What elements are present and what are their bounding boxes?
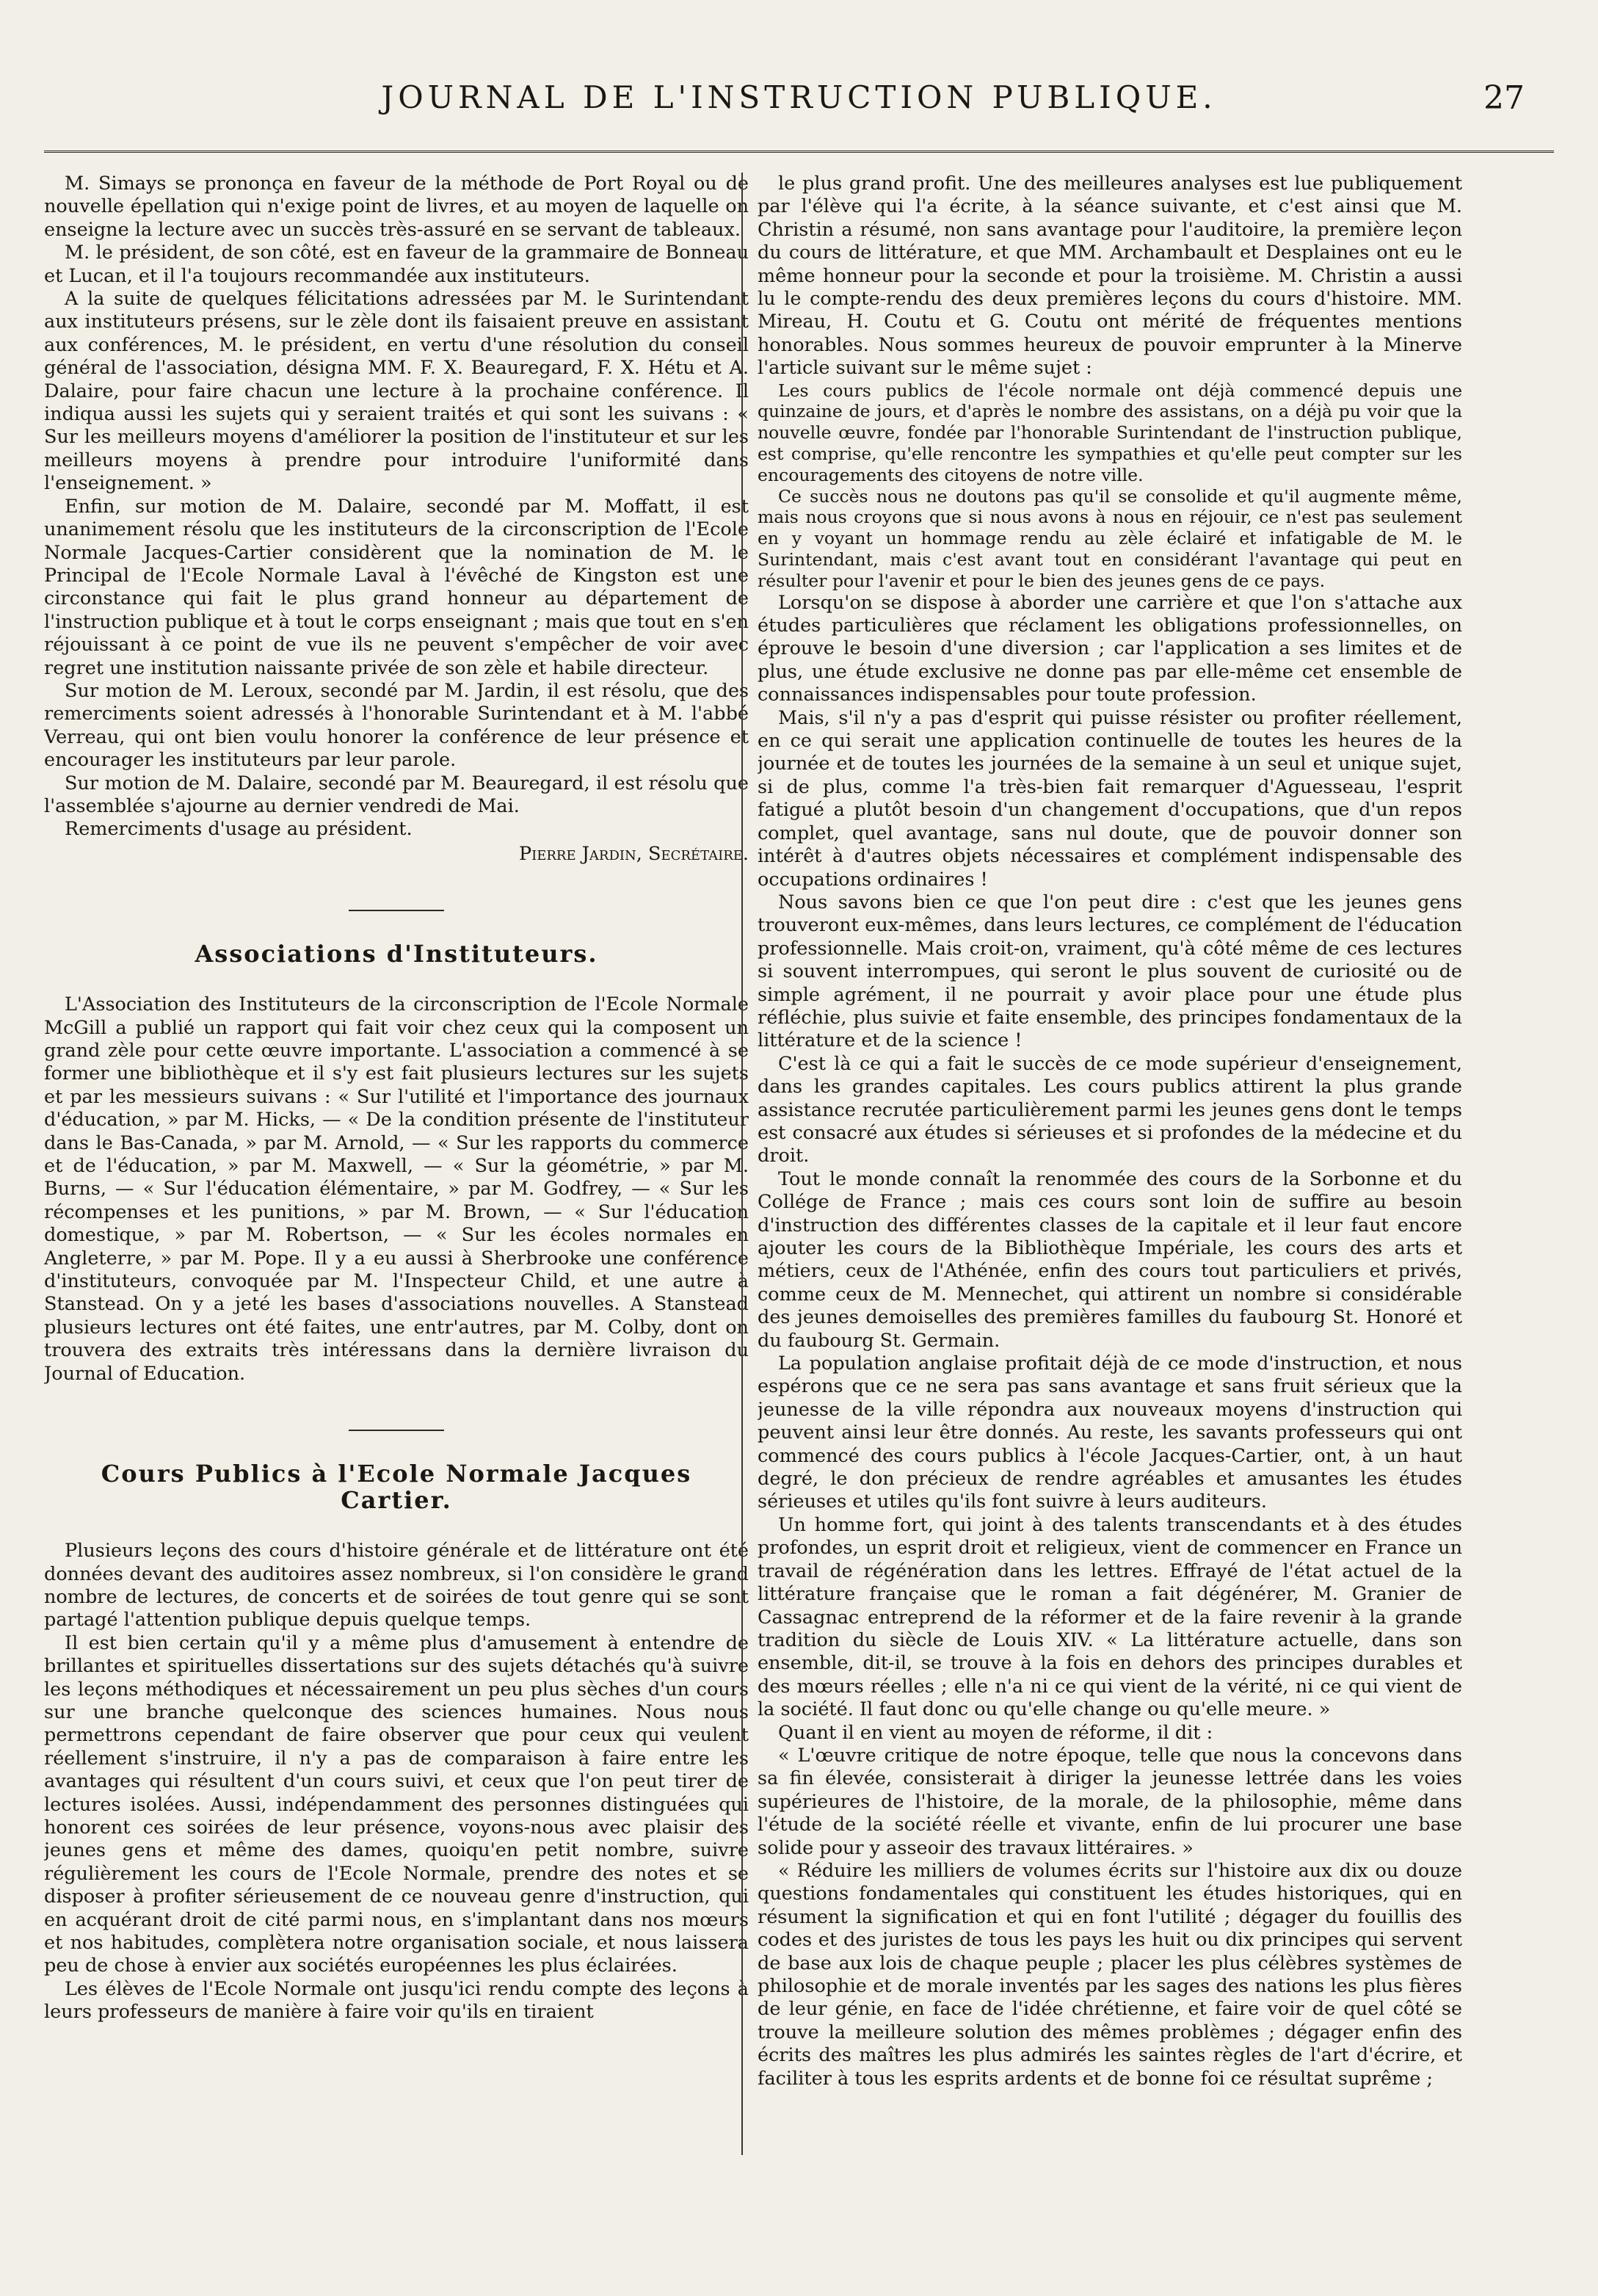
right-column <box>758 173 1462 2155</box>
column-divider <box>741 173 743 2155</box>
quoted-paragraph: Ce succès nous ne doutons pas qu'il se consolide et qu'il augmente même, mais nous croyons que si nous avons à nous en réjouir, ce n'est pas seulement en y voyant un hommage rendu au zèle éclairé et infatigable de M. le Surintendant, mais c'est avant tout en considérant l'avantage qui peut en résulter pour l'avenir et pour le bien des jeunes gens de ce pays. <box>758 485 1462 591</box>
paragraph: La population anglaise profitait déjà de ce mode d'instruction, et nous espérons que ce ne sera pas sans avantage et sans fruit sérieux que la jeunesse de la ville répondra aux nouveaux moyens d'instruction qui peuvent ainsi leur être donnés. Au reste, les savants professeurs qui ont commencé des cours publics à l'école Jacques-Cartier, ont, à un haut degré, le don précieux de rendre agréables et amusantes les études sérieuses et utiles qu'ils font suivre à leurs auditeurs. <box>758 1352 1462 1513</box>
paragraph: Plusieurs leçons des cours d'histoire générale et de littérature ont été données devant des auditoires assez nombreux, si l'on considère le grand nombre de lectures, de concerts et de soirées de tout genre qui se sont partagé l'attention publique depuis quelque temps. <box>44 1540 749 1632</box>
page-number: 27 <box>1483 79 1525 117</box>
paragraph: Les élèves de l'Ecole Normale ont jusqu'ici rendu compte des leçons à leurs professeurs de manière à faire voir qu'ils en tiraient <box>44 1977 749 2024</box>
quoted-paragraph: Les cours publics de l'école normale ont déjà commencé depuis une quinzaine de jours, et d'après le nombre des assistans, on a déjà pu voir que la nouvelle œuvre, fondée par l'honorable Surintendant de l'instruction publique, est comprise, qu'elle rencontre les sympathies et qu'elle peut compter sur les encouragements des citoyens de notre ville. <box>758 380 1462 485</box>
paragraph: C'est là ce qui a fait le succès de ce mode supérieur d'enseignement, dans les grandes capitales. Les cours publics attirent la plus grande assistance recrutée particulièrement parmi les jeunes gens dont le temps est consacré aux études si sérieuses et si profondes de la médecine et du droit. <box>758 1052 1462 1167</box>
paragraph: Sur motion de M. Leroux, secondé par M. Jardin, il est résolu, que des remerciments soient adressés à l'honorable Surintendant et à M. l'abbé Verreau, qui ont bien voulu honorer la conférence de leur présence et encourager les instituteurs par leur parole. <box>44 679 749 772</box>
section-divider <box>349 1430 444 1431</box>
page-header <box>44 79 1554 131</box>
paragraph: Mais, s'il n'y a pas d'esprit qui puisse résister ou profiter réellement, en ce qui serait une application continuelle de toutes les heures de la journée et de toutes les journées de la semaine à un seul et unique sujet, si de plus, comme l'a très-bien fait remarquer d'Aguesseau, l'esprit fatigué a plutôt besoin d'un changement d'occupations, que d'un repos complet, quel avantage, sans nul doute, que de pouvoir donner son intérêt à d'autres objets nécessaires et complément indispensable des occupations ordinaires ! <box>758 706 1462 891</box>
paragraph: Enfin, sur motion de M. Dalaire, secondé par M. Moffatt, il est unanimement résolu que les instituteurs de la circonscription de l'Ecole Normale Jacques-Cartier considèrent que la nomination de M. le Principal de l'Ecole Normale Laval à l'évêché de Kingston est une circonstance qui fait le plus grand honneur au département de l'instruction publique et à tout le corps enseignant ; mais que tout en s'en réjouissant à ce point de vue ils ne peuvent s'empêcher de voir avec regret une institution naissante privée de son zèle et habile directeur. <box>44 495 749 679</box>
paragraph: le plus grand profit. Une des meilleures analyses est lue publiquement par l'élève qui l'a écrite, à la séance suivante, et c'est ainsi que M. Christin a résumé, non sans avantage pour l'auditoire, la première leçon du cours de littérature, et que MM. Archambault et Desplaines ont eu le même honneur pour la seconde et pour la troisième. M. Christin a aussi lu le compte-rendu des deux premières leçons du cours d'histoire. MM. Mireau, H. Coutu et G. Coutu ont mérité de fréquentes mentions honorables. Nous sommes heureux de pouvoir emprunter à la Minerve l'article suivant sur le même sujet : <box>758 173 1462 380</box>
section-divider <box>349 910 444 911</box>
header-rule <box>44 151 1554 153</box>
paragraph: Tout le monde connaît la renommée des cours de la Sorbonne et du Collége de France ; mais ces cours sont loin de suffire au besoin d'instruction des différentes classes de la capitale et il leur faut encore ajouter les cours de la Bibliothèque Impériale, les cours des arts et métiers, ceux de l'Athénée, enfin des cours tout particuliers et privés, comme ceux de M. Mennechet, qui attirent un nombre si considérable des jeunes demoiselles des premières familles du faubourg St. Honoré et du faubourg St. Germain. <box>758 1167 1462 1352</box>
section-heading-associations: Associations d'Instituteurs. <box>195 940 598 968</box>
paragraph: L'Association des Instituteurs de la circonscription de l'Ecole Normale McGill a publié un rapport qui fait voir chez ceux qui la composent un grand zèle pour cette œuvre importante. L'association a commencé à se former une bibliothèque et il s'y est fait plusieurs lectures sur les sujets et par les messieurs suivans : « Sur l'utilité et l'importance des journaux d'éducation, » par M. Hicks, — « De la condition présente de l'instituteur dans le Bas-Canada, » par M. Arnold, — « Sur les rapports du commerce et de l'éducation, » par M. Maxwell, — « Sur la géométrie, » par M. Burns, — « Sur l'éducation élémentaire, » par M. Godfrey, — « Sur les récompenses et les punitions, » par M. Brown, — « Sur l'éducation domestique, » par M. Robertson, — « Sur les écoles normales en Angleterre, » par M. Pope. Il y a eu aussi à Sherbrooke une conférence d'instituteurs, convoquée par M. l'Inspecteur Child, et une autre à Stanstead. On y a jeté les bases d'associations nouvelles. A Stanstead plusieurs lectures ont été faites, une entr'autres, par M. Colby, dont on trouvera des extraits très intéressans dans la dernière livraison du Journal of Education. <box>44 993 749 1385</box>
signature: Pierre Jardin, Secrétaire. <box>518 842 749 865</box>
section-heading-cours-publics: Cours Publics à l'Ecole Normale Jacques Cartier. <box>101 1460 692 1515</box>
left-column <box>44 173 749 2155</box>
paragraph: Quant il en vient au moyen de réforme, il dit : <box>778 1721 1213 1744</box>
paragraph: Lorsqu'on se dispose à aborder une carrière et que l'on s'attache aux études particulières que réclament les obligations professionnelles, on éprouve le besoin d'une diversion ; car l'application a ses limites et de plus, une étude exclusive ne donne pas par elle-même cet ensemble de connaissances indispensables pour toute profession. <box>758 591 1462 706</box>
running-title: JOURNAL DE L'INSTRUCTION PUBLIQUE. <box>381 79 1217 115</box>
paragraph: M. le président, de son côté, est en faveur de la grammaire de Bonneau et Lucan, et il l'a toujours recommandée aux instituteurs. <box>44 242 749 287</box>
paragraph: Un homme fort, qui joint à des talents transcendants et à des études profondes, un esprit droit et religieux, vient de commencer en France un travail de régénération dans les lettres. Effrayé de l'état actuel de la littérature française que le roman a fait dégénérer, M. Granier de Cassagnac entreprend de la réformer et de la faire revenir à la grande tradition du siècle de Louis XIV. « La littérature actuelle, dans son ensemble, dit-il, se trouve à la fois en dehors des principes durables et des mœurs réelles ; elle n'a ni ce qui vient de la vérité, ni ce qui vient de la société. Il faut donc ou qu'elle change ou qu'elle meure. » <box>758 1513 1462 1721</box>
paragraph: Sur motion de M. Dalaire, secondé par M. Beauregard, il est résolu que l'assemblée s'ajourne au dernier vendredi de Mai. <box>44 772 749 817</box>
paragraph: M. Simays se prononça en faveur de la méthode de Port Royal ou de nouvelle épellation qui n'exige point de livres, et au moyen de laquelle on enseigne la lecture avec un succès très-assuré en se servant de tableaux. <box>44 173 749 241</box>
paragraph: Remerciments d'usage au président. <box>65 818 413 841</box>
paragraph: « Réduire les milliers de volumes écrits sur l'histoire aux dix ou douze questions fondamentales qui constituent les études historiques, qui en résument la signification et qui en font l'utilité ; dégager du fouillis des codes et des juristes de tous les pays les huit ou dix principes qui servent de base aux lois de chaque peuple ; placer les plus célèbres systèmes de philosophie et de morale inventés par les sages des nations les plus fières de leur génie, en face de l'idée chrétienne, et faire voir de quel côté se trouve la meilleure solution des mêmes problèmes ; dégager enfin des écrits des maîtres les plus admirés les saintes règles de l'art d'écrire, et faciliter à tous les esprits ardents et de bonne foi ce résultat suprême ; <box>758 1859 1462 2090</box>
paragraph: A la suite de quelques félicitations adressées par M. le Surintendant aux instituteurs présens, sur le zèle dont ils faisaient preuve en assistant aux conférences, M. le président, en vertu d'une résolution du conseil général de l'association, désigna MM. F. X. Beauregard, F. X. Hétu et A. Dalaire, pour faire chacun une lecture à la prochaine conférence. Il indiqua aussi les sujets qui y seraient traités et qui sont les suivans : « Sur les meilleurs moyens d'améliorer la position de l'instituteur et sur les meilleurs moyens à prendre pour introduire l'uniformité dans l'enseignement. » <box>44 288 749 495</box>
paragraph: Il est bien certain qu'il y a même plus d'amusement à entendre de brillantes et spirituelles dissertations sur des sujets détachés qu'à suivre les leçons méthodiques et nécessairement un peu plus sèches d'un cours sur une branche quelconque des sciences humaines. Nous nous permettrons cependant de faire observer que pour ceux qui veulent réellement s'instruire, il n'y a pas de comparaison à faire entre les avantages qui résultent d'un cours suivi, et ceux que l'on peut tirer de lectures isolées. Aussi, indépendamment des personnes distinguées qui honorent ces soirées de leur présence, voyons-nous avec plaisir des jeunes gens et même des dames, quoiqu'en petit nombre, suivre régulièrement les cours de l'Ecole Normale, prendre des notes et se disposer à profiter sérieusement de ce nouveau genre d'instruction, qui en acquérant droit de cité parmi nous, en s'implantant dans nos mœurs et nos habitudes, complètera notre organisation sociale, et nous laissera peu de chose à envier aux sociétés européennes les plus éclairées. <box>44 1632 749 1977</box>
paragraph: Nous savons bien ce que l'on peut dire : c'est que les jeunes gens trouveront eux-mêmes, dans leurs lectures, ce complément de l'éducation professionnelle. Mais croit-on, vraiment, qu'à côté même de ces lectures si souvent interrompues, qui seront le plus souvent de curiosité ou de simple agrément, il ne pourrait y avoir place pour une étude plus réfléchie, plus suivie et faite ensemble, des principes fondamentaux de la littérature et de la science ! <box>758 891 1462 1052</box>
paragraph: « L'œuvre critique de notre époque, telle que nous la concevons dans sa fin élevée, consisterait à diriger la jeunesse lettrée dans les voies supérieures de l'histoire, de la morale, de la philosophie, même dans l'étude de la société réelle et vivante, enfin de lui procurer une base solide pour y asseoir des travaux littéraires. » <box>758 1744 1462 1859</box>
